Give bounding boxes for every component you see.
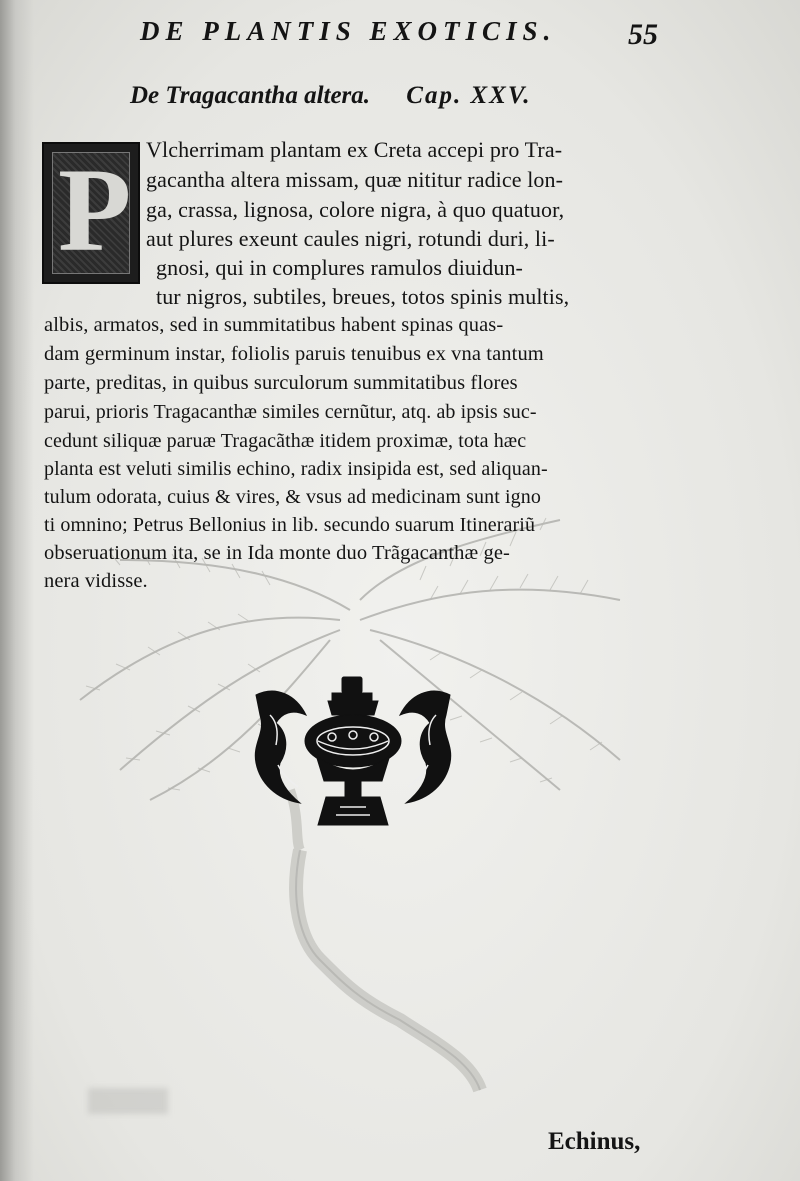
decorated-initial — [42, 142, 140, 284]
body-line: tulum odorata, cuius & vires, & vsus ad medicinam sunt igno — [44, 486, 541, 508]
body-line: aut plures exeunt caules nigri, rotundi duri, li- — [146, 226, 555, 251]
body-line: tur nigros, subtiles, breues, totos spinis multis, — [156, 284, 570, 309]
body-line: cedunt siliquæ paruæ Tragacãthæ itidem proximæ, tota hæc — [44, 430, 527, 452]
page-gutter-shadow — [0, 0, 34, 1181]
body-line: gacantha altera missam, quæ nititur radice lon- — [146, 167, 564, 192]
library-stamp-showthrough — [88, 1088, 168, 1114]
body-line: parui, prioris Tragacanthæ similes cernũtur, atq. ab ipsis suc- — [44, 401, 537, 423]
chapter-heading — [130, 82, 610, 110]
body-line: dam germinum instar, foliolis paruis tenuibus ex vna tantum — [44, 343, 544, 365]
body-line: planta est veluti similis echino, radix insipida est, sed aliquan- — [44, 458, 548, 480]
body-line: gnosi, qui in complures ramulos diuidun- — [156, 255, 523, 280]
initial-letter: P — [58, 143, 132, 276]
body-line: nera vidisse. — [44, 570, 148, 592]
body-line: albis, armatos, sed in summitatibus habent spinas quas- — [44, 314, 504, 336]
chapter-number: Cap. XXV. — [406, 82, 532, 109]
catchword: Echinus, — [548, 1128, 641, 1155]
vase-ornament — [248, 675, 458, 835]
body-line: parte, preditas, in quibus surculorum summitatibus flores — [44, 372, 518, 394]
body-line: ga, crassa, lignosa, colore nigra, à quo quatuor, — [146, 197, 565, 222]
running-head: DE PLANTIS EXOTICIS. — [140, 16, 557, 46]
chapter-title: De Tragacantha altera. — [130, 82, 371, 109]
page-number: 55 — [628, 18, 658, 51]
body-line: obseruationum ita, se in Ida monte duo Trãgacanthæ ge- — [44, 542, 510, 564]
body-line: ti omnino; Petrus Bellonius in lib. secundo suarum Itinerariũ — [44, 514, 536, 536]
body-line: Vlcherrimam plantam ex Creta accepi pro Tra- — [146, 137, 563, 162]
